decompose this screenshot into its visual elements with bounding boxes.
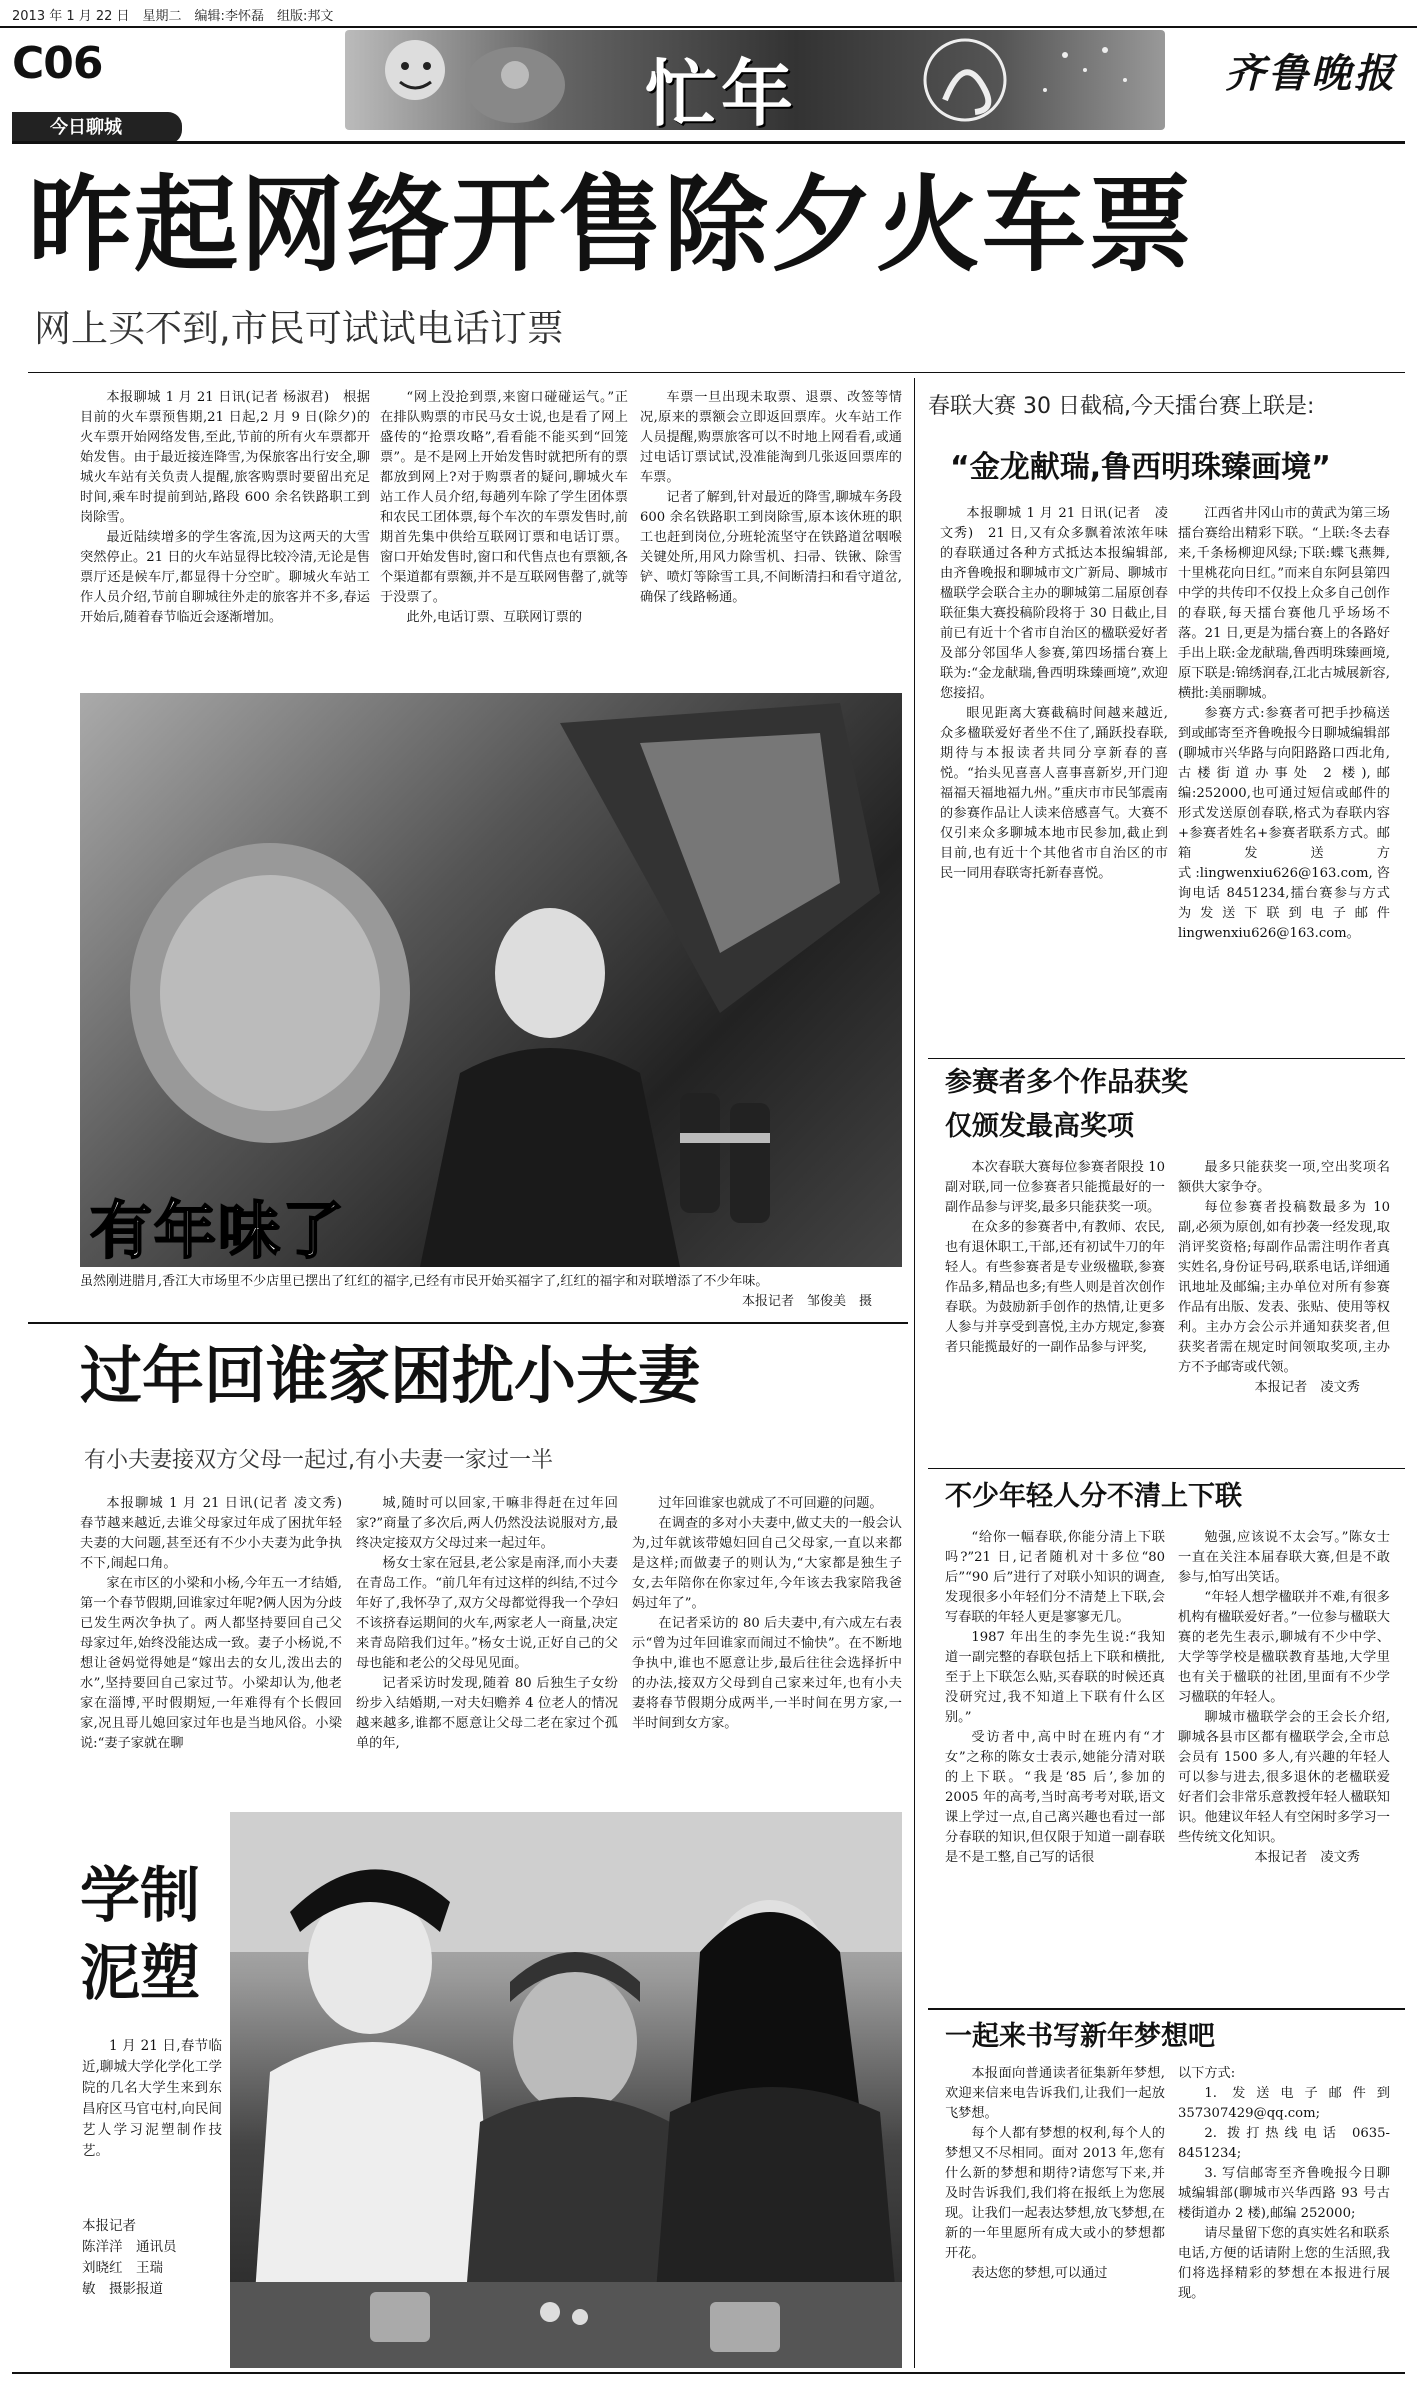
couples-col-3 [632, 1494, 902, 1804]
woman-coat-art [420, 1048, 680, 1267]
dream-method-item: 3. 写信邮寄至齐鲁晚报今日聊城编辑部(聊城市兴华西路 93 号古楼街道办 2 楼),邮编 252000; [1178, 2166, 1390, 2221]
photo1-title: 有年味了 [90, 1194, 347, 1267]
couples-col2-para: 记者采访时发现,随着 80 后独生子女纷纷步入结婚期,一对夫妇赡养 4 位老人的情况越来越多,谁都不愿意让父母二老在家过个孤单的年, [356, 1676, 618, 1751]
couples-col2-para: 城,随时可以回家,干嘛非得赶在过年回家?”商量了多次后,两人仍然没法说服对方,最终决定接双方父母过来一起过年。 [356, 1496, 618, 1551]
clay-sculpture-photo [230, 1812, 902, 2368]
awards-col1-para: 本次春联大赛每位参赛者限投 10 副对联,同一位参赛者只能揽最好的一副作品参与评奖,最多只能获奖一项。 [945, 1160, 1165, 1215]
lead-headline: 昨起网络开售除夕火车票 [28, 164, 1195, 286]
couples-col2-para: 杨女士家在冠县,老公家是南泽,而小夫妻在青岛工作。“前几年有过这样的纠结,不过今年好了,我怀孕了,双方父母都觉得我一个孕妇不该挤春运期间的火车,两家老人一商量,决定来青岛陪我们过年。”杨女士说,正好自己的父母也能和老公的父母见见面。 [356, 1556, 618, 1671]
dream-headline: 一起来书写新年梦想吧 [945, 2021, 1215, 2052]
dream-col1-para: 本报面向普通读者征集新年梦想,欢迎来信来电告诉我们,让我们一起放飞梦想。 [945, 2066, 1165, 2121]
awards-col2-para: 最多只能获奖一项,空出奖项名额供大家争夺。 [1178, 1160, 1390, 1195]
dream-method-item: 1. 发送电子邮件到 357307429@qq.com; [1178, 2086, 1390, 2121]
banner-title: 忙年 [645, 51, 798, 130]
column-divider [914, 378, 915, 2368]
awards-col2-para: 每位参赛者投稿数最多为 10 副,必须为原创,如有抄袭一经发现,取消评奖资格;每副作品需注明作者真实姓名,身份证号码,联系电话,详细通讯地址及邮编;主办单位对所有参赛作品有出版、发表、张贴、使用等权利。主办方会公示并通知获奖者,但获奖者需在规定时间领取奖项,主办方不予邮寄或代领。 [1178, 1200, 1390, 1375]
youth-col-2 [1178, 1528, 1390, 2088]
awards-col-2 [1178, 1158, 1390, 1458]
youth-col-1 [945, 1528, 1165, 2088]
photo1-credit: 本报记者 邹俊美 摄 [741, 1294, 872, 1309]
lead-col1-para: 最近陆续增多的学生客流,因为这两天的大雪突然停止。21 日的火车站显得比较冷清,无论是售票厅还是候车厅,都显得十分空旷。聊城火车站工作人员介绍,节前自聊城往外走的旅客并不多,春运开始后,随着春节临近会逐渐增加。 [80, 530, 370, 625]
awards-headline-2: 仅颁发最高奖项 [945, 1111, 1134, 1142]
couples-col-1 [80, 1494, 356, 1804]
photo2-caption-text: 1 月 21 日,春节临近,聊城大学化学化工学院的几名大学生来到东昌府区马官屯村,向民间艺人学习泥塑制作技艺。 [82, 2038, 222, 2159]
photo1-caption [80, 1272, 902, 1312]
dream-col1-para: 表达您的梦想,可以通过 [971, 2266, 1108, 2281]
dream-col-2 [1178, 2064, 1390, 2364]
lead-col-2 [380, 388, 628, 688]
youth-col1-para: 受访者中,高中时在班内有“才女”之称的陈女士表示,她能分清对联的上下联。“我是‘85 后’,参加的 2005 年的高考,当时高考考对联,语文课上学过一点,自己离兴趣也看过一部分春联的知识,但仅限于知道一副春联是不是工整,自己写的话很 [945, 1730, 1165, 1865]
couples-col3-para: 在调查的多对小夫妻中,做丈夫的一般会认为,过年就该带媳妇回自己父母家,一直以来都是这样;而做妻子的则认为,“大家都是独生子女,去年陪你在你家过年,今年该去我家陪我爸妈过年了”。 [632, 1516, 902, 1611]
lead-col1-para: 本报聊城 1 月 21 日讯(记者 杨淑君) 根据目前的火车票预售期,21 日起,2 月 9 日(除夕)的火车票开始网络发售,至此,节前的所有火车票都开始发售。由于最近接连降雪,为保旅客出行安全,聊城火车站有关负责人提醒,旅客购票时要留出充足时间,乘车时提前到站,路段 600 余名铁路职工到岗除雪。 [80, 390, 370, 525]
page-number: C06 [12, 38, 103, 89]
brand-logo: 齐鲁晚报 [1225, 50, 1397, 97]
couples-col-2 [356, 1494, 618, 1804]
lead-col-1 [80, 388, 370, 688]
workshop-scene-art [230, 1812, 902, 2368]
youth-col2-para: “年轻人想学楹联并不难,有很多机构有楹联爱好者。”一位参与楹联大赛的老先生表示,聊城有不少中学、大学等学校是楹联教育基地,大学里也有关于楹联的社团,里面有不少学习楹联的年轻人。 [1178, 1590, 1390, 1705]
woman-face-art [495, 908, 605, 1038]
youth-rule [928, 1468, 1405, 1469]
new-year-market-photo [80, 693, 902, 1267]
firework-art [1043, 47, 1127, 92]
couplet-col2-para: 江西省井冈山市的黄武为第三场擂台赛给出精彩下联。“上联:冬去春来,千条杨柳迎风绿;下联:蝶飞燕舞,十里桃花向日红。”而来自东阿县第四中学的共传印不仅投上众多自己创作的春联,每天擂台赛他几乎场场不落。21 日,更是为擂台赛上的各路好手出上联:金龙献瑞,鲁西明珠臻画境,原下联是:锦绣润春,江北古城展新容,横批:美丽聊城。 [1178, 506, 1390, 701]
awards-credit: 本报记者 凌文秀 [1254, 1380, 1360, 1395]
couplet-col-1 [940, 504, 1168, 1054]
dream-closing: 请尽量留下您的真实姓名和联系电话,方便的话请附上您的生活照,我们将选择精彩的梦想在本报进行展现。 [1178, 2226, 1390, 2301]
couples-col1-para: 家在市区的小梁和小杨,今年五一才结婚,第一个春节假期,回谁家过年呢?俩人因为分歧已发生两次争执了。两人都坚持要回自己父母家过年,始终没能达成一致。妻子小杨说,不想让爸妈觉得她是“嫁出去的女儿,泼出去的水”,坚持要回自己家过节。小梁却认为,他老家在淄博,平时假期短,一年难得有个长假回家,况且哥儿媳回家过年也是当地风俗。小梁说:“妻子家就在聊 [80, 1576, 342, 1751]
date-line: 2013 年 1 月 22 日 星期二 编辑:李怀磊 组版:邦文 [12, 9, 334, 24]
lead-col3-para: 记者了解到,针对最近的降雪,聊城车务段 600 余名铁路职工到岗除雪,原本该休班的职工也赶到岗位,分班轮流坚守在铁路道岔咽喉关键处所,用风力除雪机、扫帚、铁锹、除雪铲、喷灯等除雪工具,不间断清扫和看守道岔,确保了线路畅通。 [640, 490, 902, 605]
lead-col3-para: 车票一旦出现未取票、退票、改签等情况,原来的票额会立即返回票库。火车站工作人员提醒,购票旅客可以不时地上网看看,或通过电话订票试试,没准能淘到几张返回票库的车票。 [640, 390, 902, 485]
dream-methods-intro: 以下方式: [1178, 2066, 1236, 2081]
lead-subheadline: 网上买不到,市民可试试电话订票 [34, 307, 564, 350]
awards-col1-para: 在众多的参赛者中,有教师、农民,也有退休职工,干部,还有初试牛刀的年轻人。有些参赛者是专业级楹联,参赛作品多,精品也多;有些人则是首次创作春联。为鼓励新手创作的热情,让更多人参与并享受到喜悦,主办方规定,参赛者只能揽最好的一副作品参与评奖, [945, 1220, 1165, 1355]
couplet-col-2 [1178, 504, 1390, 1054]
youth-col2-para: 勉强,应该说不太会写。”陈女士一直在关注本届春联大赛,但是不敢参与,怕写出笑话。 [1178, 1530, 1390, 1585]
awards-headline-1: 参赛者多个作品获奖 [945, 1067, 1188, 1098]
masthead-banner [345, 30, 1165, 130]
lead-col2-para: “网上没抢到票,来窗口碰碰运气。”正在排队购票的市民马女士说,也是看了网上盛传的“抢票攻略”,看看能不能买到“回笼票”。是不是网上开始发售时就把所有的票都放到网上?对于购票者的疑问,聊城火车站工作人员介绍,每趟列车除了学生团体票和农民工团体票,每个车次的车票发售时,前期首先集中供给互联网订票和电话订票。窗口开始发售时,窗口和代售点也有票额,各个渠道都有票额,并不是互联网售罄了,就等于没票了。 [380, 390, 628, 605]
child-face-art [385, 40, 445, 100]
photo2-title-2: 泥塑 [80, 1939, 200, 2009]
work-table-art [230, 2282, 902, 2368]
youth-col2-para: 聊城市楹联学会的王会长介绍,聊城各县市区都有楹联学会,全市总会员有 1500 多人,有兴趣的年轻人可以参与进去,很多退休的老楹联爱好者们会非常乐意教授年轻人楹联知识。他建议年轻人有空闲时多学习一些传统文化知识。 [1178, 1710, 1390, 1845]
dream-col1-para: 每个人都有梦想的权利,每个人的梦想又不尽相同。面对 2013 年,您有什么新的梦想和期待?请您写下来,并及时告诉我们,我们将在报纸上为您展现。让我们一起表达梦想,放飞梦想,在新的一年里愿所有成大或小的梦想都开花。 [945, 2126, 1165, 2261]
snake-emblem-art [925, 40, 1005, 120]
couples-subheadline: 有小夫妻接双方父母一起过,有小夫妻一家过一半 [84, 1448, 553, 1473]
dream-method-item: 2. 拨打热线电话 0635-8451234; [1178, 2126, 1390, 2161]
mid-rule-left [28, 1322, 908, 1324]
section-label: 今日聊城 [50, 117, 122, 138]
lead-col2-para: 此外,电话订票、互联网订票的 [406, 610, 583, 625]
artisan-face-art [513, 1970, 637, 2114]
bottom-rule [12, 2372, 1405, 2374]
couples-col1-para: 本报聊城 1 月 21 日讯(记者 凌文秀) 春节越来越近,去谁父母家过年成了困扰年轻夫妻的大问题,甚至还有不少小夫妻为此争执不下,闹起口角。 [80, 1496, 356, 1571]
photo2-credit: 本报记者 陈洋洋 通讯员 刘晓红 王瑞 敏 摄影报道 [82, 2218, 177, 2297]
top-rule [0, 26, 1417, 28]
youth-col1-para: 1987 年出生的李先生说:“我知道一副完整的春联包括上下联和横批,至于上下联怎么贴,买春联的时候还真没研究过,我不知道上下联有什么区别。” [945, 1630, 1165, 1725]
couples-col3-para: 过年回谁家也就成了不可回避的问题。 [658, 1496, 883, 1511]
couplet-kicker: 春联大赛 30 日截稿,今天擂台赛上联是: [928, 394, 1315, 419]
couplet-col1-para: 眼见距离大赛截稿时间越来越近,众多楹联爱好者坐不住了,踊跃投春联,期待与本报读者共同分享新春的喜悦。“抬头见喜喜人喜事喜新岁,开门迎福福天福地福九州。”重庆市市民邹震南的参赛作品让人读来倍感喜气。大赛不仅引来众多聊城本地市民参加,截止到目前,也有近十个其他省市自治区的市民一同用春联寄托新春喜悦。 [940, 706, 1168, 881]
photo2-caption [82, 2036, 222, 2216]
couplet-col1-para: 本报聊城 1 月 21 日讯(记者 凌文秀) 21 日,又有众多飘着浓浓年味的春联通过各种方式抵达本报编辑部,由齐鲁晚报和聊城市文广新局、聊城市楹联学会联合主办的聊城第二届原创春联征集大赛投稿阶段将于 30 日截止,目前已有近十个省市自治区的楹联爱好者及部分邻国华人参赛,第四场擂台赛上联为:“金龙献瑞,鲁西明珠臻画境”,欢迎您接招。 [940, 506, 1168, 701]
dream-rule [928, 2008, 1405, 2010]
photo2-title-1: 学制 [80, 1861, 200, 1931]
section-tab [12, 112, 182, 144]
lead-col-3 [640, 388, 902, 688]
lead-sub-rule [28, 372, 1405, 373]
section-rule [12, 141, 1405, 144]
awards-rule [928, 1058, 1405, 1059]
youth-headline: 不少年轻人分不清上下联 [945, 1481, 1242, 1512]
couples-col3-para: 在记者采访的 80 后夫妻中,有六成左右表示“曾为过年回谁家而闹过不愉快”。在不断地争执中,谁也不愿意让步,最后往往会选择折中的办法,接双方父母到自己家来过年,也有小夫妻将春节假期分成两半,一半时间在男方家,一半时间到女方家。 [632, 1616, 902, 1731]
couplet-col2-para: 参赛方式:参赛者可把手抄稿送到或邮寄至齐鲁晚报今日聊城编辑部(聊城市兴华路与向阳路路口西北角,古楼街道办事处 2 楼),邮编:252000,也可通过短信或邮件的形式发送原创春联,格式为春联内容+参赛者姓名+参赛者联系方式。邮箱发送方式:lingwenxiu626@163.com,咨询电话 8451234,擂台赛参与方式为发送下联到电子邮件 lingwenxiu626@163.com。 [1178, 706, 1390, 941]
couplet-headline: “金龙献瑞,鲁西明珠臻画境” [950, 450, 1331, 485]
dream-col-1 [945, 2064, 1165, 2364]
photo1-caption-text: 虽然刚进腊月,香江大市场里不少店里已摆出了红红的福字,已经有市民开始买福字了,红红的福字和对联增添了不少年味。 [80, 1274, 769, 1289]
youth-col1-para: “给你一幅春联,你能分清上下联吗?”21 日,记者随机对十多位“80 后”“90 后”进行了对联小知识的调查,发现很多小年轻们分不清楚上下联,会写春联的年轻人更是寥寥无几。 [945, 1530, 1165, 1625]
awards-col-1 [945, 1158, 1165, 1458]
youth-credit: 本报记者 凌文秀 [1254, 1850, 1360, 1865]
couples-headline: 过年回谁家困扰小夫妻 [80, 1339, 701, 1412]
